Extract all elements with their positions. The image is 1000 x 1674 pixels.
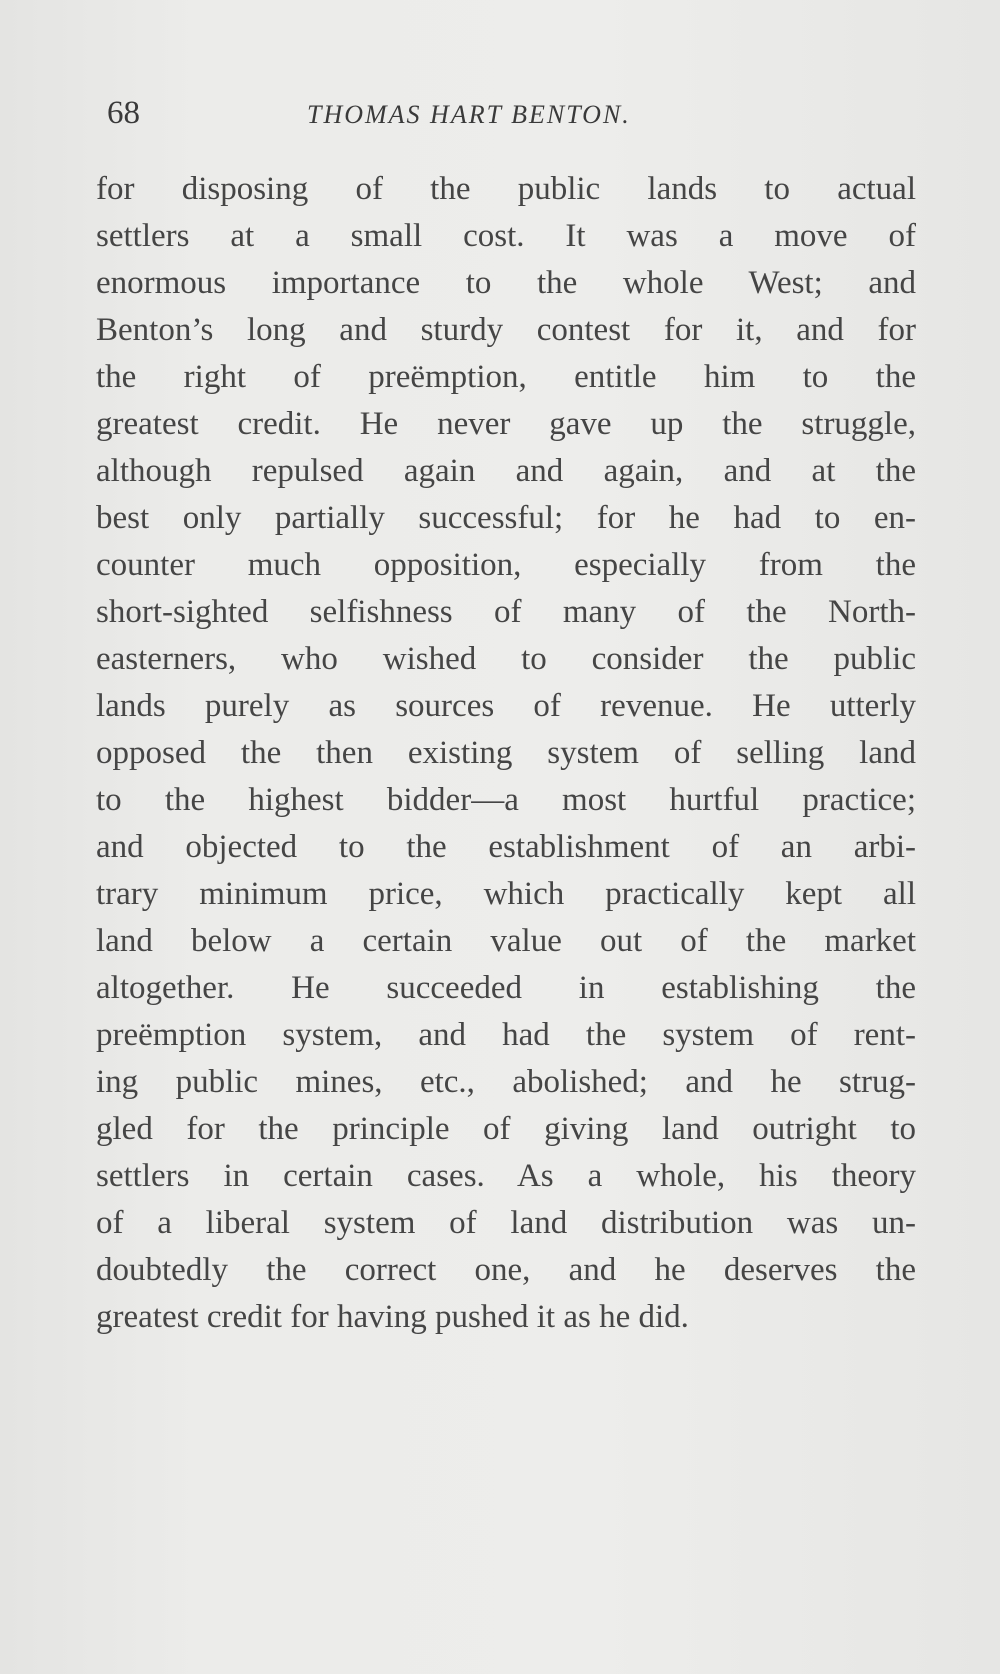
text-line: best only partially successful; for he had to en- [96, 500, 916, 536]
text-line: gled for the principle of giving land outright to [96, 1111, 916, 1147]
text-line: enormous importance to the whole West; and [96, 265, 916, 301]
text-line: trary minimum price, which practically kept all [96, 876, 916, 912]
text-line: greatest credit. He never gave up the struggle, [96, 406, 916, 442]
text-line: ing public mines, etc., abolished; and he strug- [96, 1064, 916, 1100]
text-line: altogether. He succeeded in establishing the [96, 970, 916, 1006]
text-line: opposed the then existing system of selling land [96, 735, 916, 771]
text-line: doubtedly the correct one, and he deserves the [96, 1252, 916, 1288]
text-line: for disposing of the public lands to actual [96, 171, 916, 207]
text-line: although repulsed again and again, and at the [96, 453, 916, 489]
text-line: settlers at a small cost. It was a move of [96, 218, 916, 254]
text-line: easterners, who wished to consider the public [96, 641, 916, 677]
text-line: the right of preëmption, entitle him to the [96, 359, 916, 395]
page-header [107, 95, 887, 145]
text-line: Benton’s long and sturdy contest for it, and for [96, 312, 916, 348]
text-line: greatest credit for having pushed it as he did. [96, 1299, 689, 1335]
text-line: lands purely as sources of revenue. He utterly [96, 688, 916, 724]
text-line: to the highest bidder—a most hurtful practice; [96, 782, 916, 818]
text-line: and objected to the establishment of an arbi- [96, 829, 916, 865]
text-line: settlers in certain cases. As a whole, his theory [96, 1158, 916, 1194]
text-line: land below a certain value out of the market [96, 923, 916, 959]
text-line: preëmption system, and had the system of rent- [96, 1017, 916, 1053]
running-head: THOMAS HART BENTON. [307, 100, 631, 129]
text-line: short-sighted selfishness of many of the North- [96, 594, 916, 630]
text-line: of a liberal system of land distribution was un- [96, 1205, 916, 1241]
text-line: counter much opposition, especially from the [96, 547, 916, 583]
body-text [96, 166, 916, 1341]
page-number: 68 [107, 95, 140, 131]
